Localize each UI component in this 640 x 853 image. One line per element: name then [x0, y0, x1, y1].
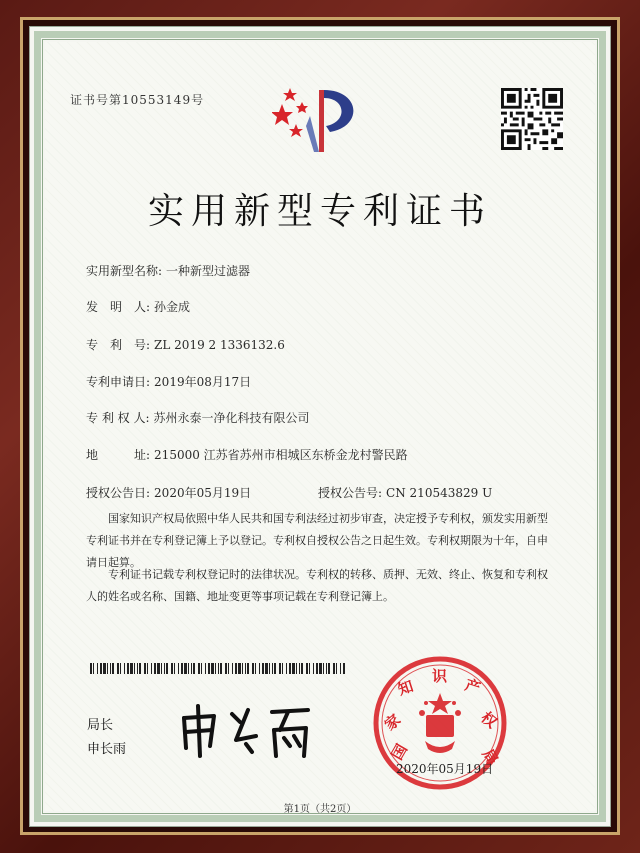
field-value: ZL 2019 2 1336132.6	[154, 338, 285, 352]
certificate-background	[45, 42, 595, 811]
field-label: 授权公告号:	[318, 486, 383, 500]
handwritten-signature	[176, 700, 316, 760]
field-value: 孙金成	[154, 300, 191, 314]
legal-status-paragraph: 专利证书记载专利权登记时的法律状况。专利权的转移、质押、无效、终止、恢复和专利权人的姓名或名称、国籍、地址变更等事项记载在专利登记簿上。	[86, 568, 548, 603]
field-label: 专 利 权 人:	[86, 411, 150, 425]
field-patentee	[86, 409, 310, 426]
grant-statement-paragraph: 国家知识产权局依照中华人民共和国专利法经过初步审查，决定授予专利权，颁发实用新型专利证书并在专利登记簿上予以登记。专利权自授权公告之日起生效。专利权期限为十年，自申请日起算。	[86, 512, 548, 569]
field-value: 2019年08月17日	[154, 375, 252, 389]
field-value: 215000 江苏省苏州市相城区东桥金龙村警民路	[154, 448, 408, 462]
field-value: 苏州永泰一净化科技有限公司	[153, 411, 310, 425]
field-grant-number	[318, 484, 492, 501]
field-label: 实用新型名称:	[86, 264, 163, 278]
svg-text:局: 局	[478, 746, 502, 769]
field-value: 2020年05月19日	[154, 486, 252, 500]
field-inventor	[86, 298, 190, 315]
seal-date: 2020年05月19日	[396, 762, 494, 776]
page-number: 第1页（共2页）	[283, 804, 357, 815]
signatory-name: 申长雨	[87, 742, 127, 757]
document-title: 实用新型专利证书	[147, 191, 492, 232]
field-label: 地 址:	[86, 448, 151, 462]
barcode-icon	[90, 663, 348, 674]
certificate-number: 证书号第10553149号	[70, 93, 205, 107]
signatory-title: 局长	[87, 718, 114, 733]
svg-text:家: 家	[381, 710, 405, 735]
field-value: CN 210543829 U	[386, 486, 493, 500]
field-utility-model-name	[86, 262, 250, 279]
qr-code-icon	[501, 88, 563, 150]
field-label: 授权公告日:	[86, 486, 151, 500]
field-value: 一种新型过滤器	[166, 264, 251, 278]
field-label: 专 利 号:	[86, 338, 151, 352]
field-grant-date	[86, 484, 251, 501]
svg-text:识: 识	[432, 667, 448, 685]
svg-text:权: 权	[477, 708, 501, 732]
field-label: 专利申请日:	[86, 375, 151, 389]
field-filing-date	[86, 373, 251, 390]
field-label: 发 明 人:	[86, 300, 151, 314]
cnipa-logo-icon	[272, 86, 367, 156]
svg-text:国: 国	[387, 740, 411, 763]
field-patent-number	[86, 336, 285, 353]
field-address	[86, 446, 408, 463]
svg-text:产: 产	[462, 675, 483, 698]
svg-text:知: 知	[395, 677, 416, 699]
